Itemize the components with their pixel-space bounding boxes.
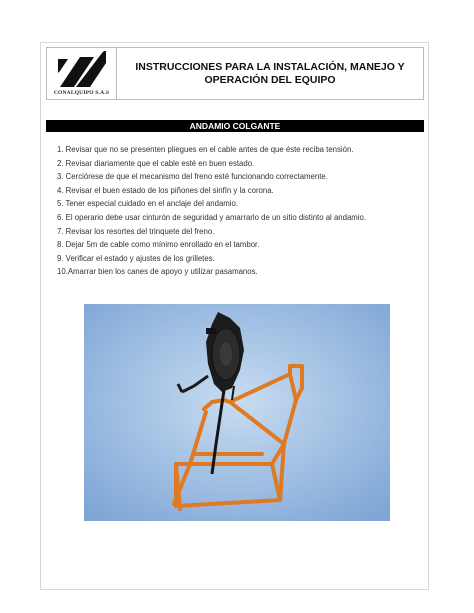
list-item: 5. Tener especial cuidado en el anclaje del andamio. bbox=[57, 199, 239, 209]
list-item: 3. Cerciórese de que el mecanismo del freno esté funcionando correctamente. bbox=[57, 172, 328, 182]
document-title: INSTRUCCIONES PARA LA INSTALACIÓN, MANEJO Y OPERACIÓN DEL EQUIPO bbox=[135, 60, 405, 86]
instruction-list bbox=[57, 143, 417, 279]
company-logo bbox=[47, 48, 117, 99]
document-header bbox=[46, 47, 424, 100]
list-item: 6. El operario debe usar cinturón de seguridad y amarrarlo de un sitio distinto al andamio. bbox=[57, 212, 367, 222]
list-item: 1. Revisar que no se presenten pliegues en el cable antes de que éste reciba tensión. bbox=[57, 145, 354, 154]
logo-text: CONALQUIPO S.A.S bbox=[53, 90, 110, 96]
diagonal-stripes-logo-icon bbox=[56, 51, 108, 89]
list-item: 9. Verificar el estado y ajustes de los grilletes. bbox=[57, 253, 215, 263]
list-item: 10.Amarrar bien los canes de apoyo y utilizar pasamanos. bbox=[57, 267, 258, 277]
section-heading: ANDAMIO COLGANTE bbox=[46, 120, 424, 132]
scaffold-illustration bbox=[84, 304, 390, 521]
list-item: 4. Revisar el buen estado de los piñones del sinfín y la corona. bbox=[57, 185, 274, 195]
list-item: 7. Revisar los resortes del trinquete del freno. bbox=[57, 226, 215, 236]
list-item: 8. Dejar 5m de cable como mínimo enrollado en el tambor. bbox=[57, 240, 260, 250]
scaffold-photo bbox=[84, 304, 390, 521]
list-item: 2. Revisar diariamente que el cable esté en buen estado. bbox=[57, 158, 255, 168]
